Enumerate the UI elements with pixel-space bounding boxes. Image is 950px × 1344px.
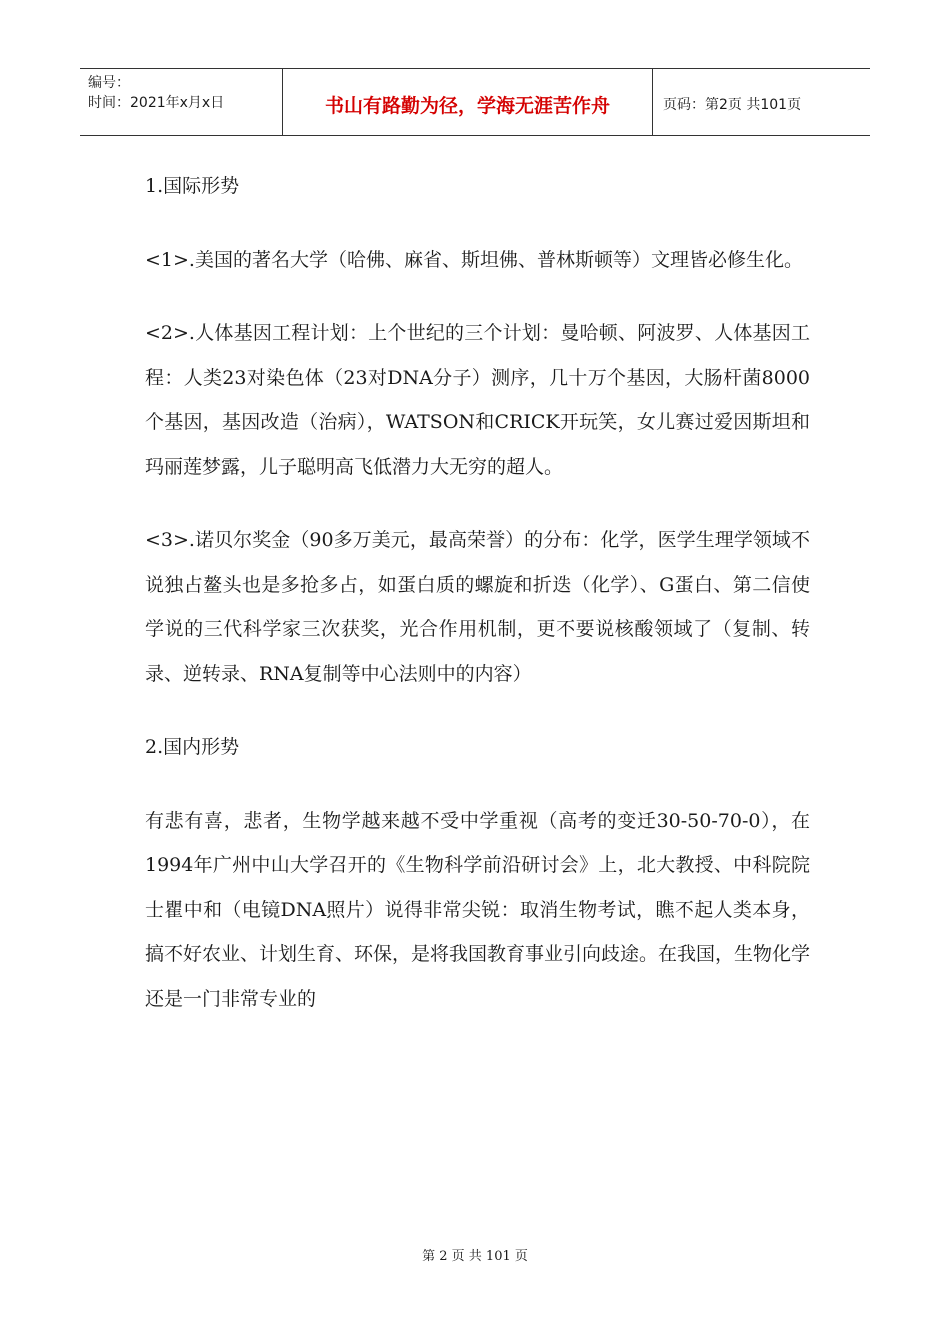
section-heading-international: 1.国际形势 xyxy=(145,175,240,197)
paragraph-nobel-prize: <3>.诺贝尔奖金（90多万美元，最高荣誉）的分布：化学，医学生理学领域不说独占鳌头也是多抢多占，如蛋白质的螺旋和折迭（化学）、G蛋白、第二信使学说的三代科学家三次获奖，光合作用机制，更不要说核酸领域了（复制、转录、逆转录、RNA复制等中心法则中的内容） xyxy=(145,529,810,685)
document-number-label: 编号： xyxy=(88,75,130,91)
header-meta xyxy=(80,69,283,135)
paragraph-genome-project: <2>.人体基因工程计划：上个世纪的三个计划：曼哈顿、阿波罗、人体基因工程：人类23对染色体（23对DNA分子）测序，几十万个基因，大肠杆菌8000个基因，基因改造（治病），WATSON和CRICK开玩笑，女儿赛过爱因斯坦和玛丽莲梦露，儿子聪明高飞低潜力大无穷的超人。 xyxy=(145,322,810,478)
header-page-info: 页码：第2页 共101页 xyxy=(663,97,802,113)
header-motto: 书山有路勤为径，学海无涯苦作舟 xyxy=(283,69,653,135)
paragraph-universities: <1>.美国的著名大学（哈佛、麻省、斯坦佛、普林斯顿等）文理皆必修生化。 xyxy=(145,248,803,271)
page-header xyxy=(80,68,870,136)
document-date: 时间：2021年x月x日 xyxy=(88,95,225,111)
section-heading-domestic: 2.国内形势 xyxy=(145,736,240,758)
document-body xyxy=(145,164,810,1050)
paragraph-domestic-situation: 有悲有喜，悲者，生物学越来越不受中学重视（高考的变迁30-50-70-0），在1994年广州中山大学召开的《生物科学前沿研讨会》上，北大教授、中科院院士瞿中和（电镜DNA照片）说得非常尖锐：取消生物考试，瞧不起人类本身，搞不好农业、计划生育、环保，是将我国教育事业引向歧途。在我国，生物化学还是一门非常专业的 xyxy=(145,809,811,1010)
page-footer: 第 2 页 共 101 页 xyxy=(422,1249,528,1264)
